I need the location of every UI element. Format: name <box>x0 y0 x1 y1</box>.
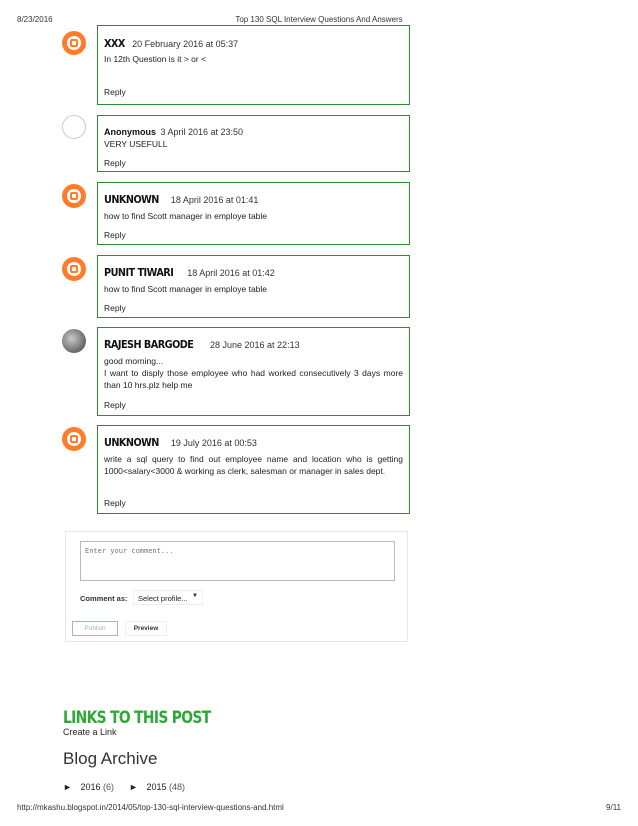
comment-form <box>65 531 408 642</box>
comment-body: VERY USEFULL <box>104 139 168 149</box>
archive-year[interactable]: 2015 <box>146 782 167 792</box>
comment-body <box>104 355 403 391</box>
comment-date[interactable]: 18 April 2016 at 01:41 <box>170 195 259 205</box>
comment-author: Anonymous <box>104 127 157 137</box>
profile-select-value: Select profile... <box>138 594 188 603</box>
reply-link[interactable]: Reply <box>104 158 126 168</box>
comment-date[interactable]: 3 April 2016 at 23:50 <box>160 127 244 137</box>
archive-count: (6) <box>102 782 114 792</box>
print-page-number: 9/11 <box>606 803 621 812</box>
expand-triangle-icon[interactable]: ► <box>129 782 138 792</box>
archive-year[interactable]: 2016 <box>80 782 101 792</box>
comment-author[interactable]: PUNIT TIWARI <box>104 266 174 279</box>
comment-box <box>97 425 410 514</box>
comment-box <box>97 25 410 105</box>
comment-body: how to find Scott manager in employe table <box>104 211 268 221</box>
comment-body: In 12th Question is it > or < <box>104 54 207 64</box>
comment-author[interactable]: RAJESH BARGODE <box>104 338 194 351</box>
print-date: 8/23/2016 <box>17 15 53 24</box>
reply-link[interactable]: Reply <box>104 400 126 410</box>
reply-link[interactable]: Reply <box>104 303 126 313</box>
archive-list <box>63 782 185 792</box>
blogger-icon[interactable] <box>62 184 86 208</box>
blog-archive-heading: Blog Archive <box>63 749 158 768</box>
comment-body: write a sql query to find out employee name and location who is getting 1000<salary<3000 & working as clerk, salesman or manager in sales dept. <box>104 454 403 476</box>
comment-author[interactable]: XXX <box>104 37 125 50</box>
comment-box <box>97 327 410 416</box>
comment-date[interactable]: 28 June 2016 at 22:13 <box>210 340 300 350</box>
comment-as-label: Comment as: <box>80 594 128 603</box>
reply-link[interactable]: Reply <box>104 87 126 97</box>
blogger-icon[interactable] <box>62 31 86 55</box>
print-url: http://mkashu.blogspot.in/2014/05/top-130-sql-interview-questions-and.html <box>17 803 284 812</box>
profile-select[interactable] <box>133 590 203 605</box>
comment-box <box>97 115 410 172</box>
comment-textarea[interactable] <box>80 541 395 581</box>
create-link[interactable]: Create a Link <box>63 727 117 737</box>
comment-body: how to find Scott manager in employe table <box>104 284 268 294</box>
blogger-icon[interactable] <box>62 427 86 451</box>
blogger-icon[interactable] <box>62 257 86 281</box>
comment-box <box>97 255 410 318</box>
comment-body-line: good morning... <box>104 356 164 366</box>
comment-box <box>97 182 410 245</box>
links-to-this-post-heading: LINKS TO THIS POST <box>63 708 211 727</box>
expand-triangle-icon[interactable]: ► <box>63 782 72 792</box>
comment-date[interactable]: 19 July 2016 at 00:53 <box>170 438 257 448</box>
reply-link[interactable]: Reply <box>104 230 126 240</box>
comment-date[interactable]: 20 February 2016 at 05:37 <box>132 39 239 49</box>
comment-date[interactable]: 18 April 2016 at 01:42 <box>187 268 275 278</box>
dropdown-caret-icon: ▼ <box>192 593 198 599</box>
publish-button[interactable]: Publish <box>72 621 118 636</box>
reply-link[interactable]: Reply <box>104 498 126 508</box>
archive-count: (48) <box>169 782 186 792</box>
anonymous-avatar <box>62 115 86 139</box>
comment-author[interactable]: UNKNOWN <box>104 436 159 449</box>
print-title: Top 130 SQL Interview Questions And Answers <box>235 15 403 24</box>
comment-author[interactable]: UNKNOWN <box>104 193 159 206</box>
preview-button[interactable]: Preview <box>125 621 167 636</box>
comment-body-line: I want to disply those employee who had worked consecutively 3 days more than 10 hrs.plz help me <box>104 368 403 390</box>
user-photo-avatar[interactable] <box>62 329 86 353</box>
